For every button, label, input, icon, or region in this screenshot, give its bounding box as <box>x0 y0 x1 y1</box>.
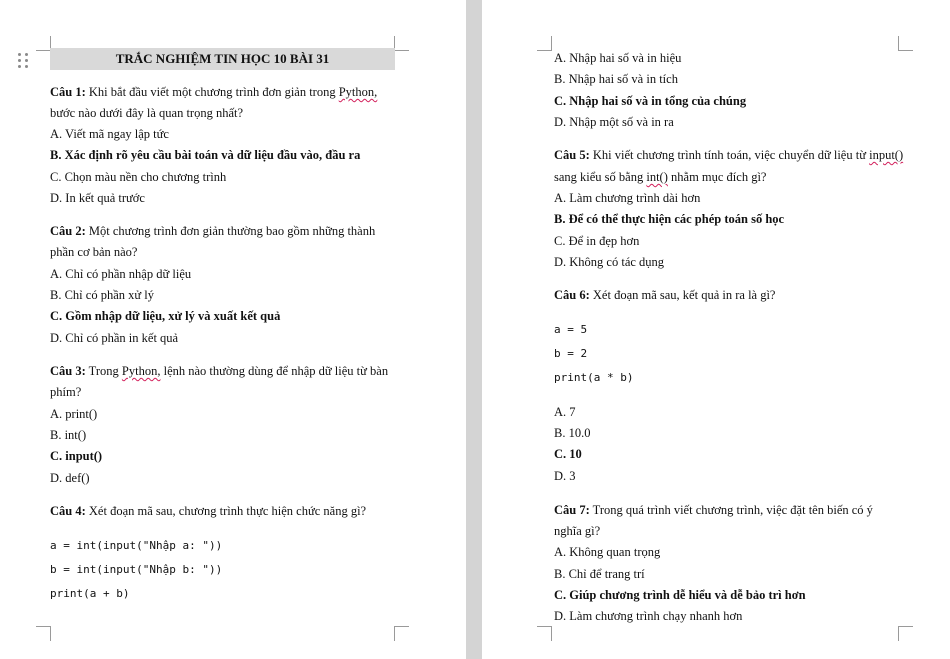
q3-line2: phím? <box>50 385 82 399</box>
q7-option-b: B. Chỉ để trang trí <box>554 567 645 581</box>
q5-line2 <box>554 169 766 185</box>
q5-option-b-correct: B. Để có thể thực hiện các phép toán số học <box>554 212 785 226</box>
q6-line1 <box>554 287 775 303</box>
q6-text: Xét đoạn mã sau, kết quả in ra là gì? <box>589 288 776 302</box>
q3-option-b: B. int() <box>50 428 87 442</box>
q3-line1 <box>50 363 388 379</box>
q4-text: Xét đoạn mã sau, chương trình thực hiện chức năng gì? <box>85 504 367 518</box>
document-title: TRẮC NGHIỆM TIN HỌC 10 BÀI 31 <box>50 48 395 70</box>
page-gap <box>466 0 482 659</box>
q4-option-b: B. Nhập hai số và in tích <box>554 72 678 86</box>
q7-option-d: D. Làm chương trình chạy nhanh hơn <box>554 609 743 623</box>
q1-option-a: A. Viết mã ngay lập tức <box>50 127 169 141</box>
crop-mark-bottom-left <box>36 626 51 641</box>
q2-line2: phần cơ bản nào? <box>50 245 138 259</box>
q3-option-c-correct: C. input() <box>50 449 103 463</box>
crop-mark-top-right <box>898 36 913 51</box>
q1-line1 <box>50 84 377 100</box>
q1-option-b-correct: B. Xác định rõ yêu cầu bài toán và dữ liệu đầu vào, đầu ra <box>50 148 361 162</box>
q2-text: Một chương trình đơn giản thường bao gồm những thành <box>85 224 376 238</box>
crop-mark-top-left <box>36 36 51 51</box>
q4-code-line-1: a = int(input("Nhập a: ")) <box>50 539 223 552</box>
q4-option-a: A. Nhập hai số và in hiệu <box>554 51 682 65</box>
q7-line1 <box>554 502 873 518</box>
q6-code-line-3: print(a * b) <box>554 371 634 384</box>
q4-code-line-2: b = int(input("Nhập b: ")) <box>50 563 223 576</box>
crop-mark-bottom-right <box>898 626 913 641</box>
q5-option-c: C. Để in đẹp hơn <box>554 234 640 248</box>
q3-option-d: D. def() <box>50 471 90 485</box>
q5-spellcheck-word-int[interactable]: int() <box>646 170 668 184</box>
q1-option-d: D. In kết quả trước <box>50 191 145 205</box>
q7-option-a: A. Không quan trọng <box>554 545 661 559</box>
q1-line2: bước nào dưới đây là quan trọng nhất? <box>50 106 244 120</box>
document-page-left[interactable] <box>0 0 466 659</box>
drag-handle-icon[interactable] <box>16 52 30 68</box>
q2-number: Câu 2: <box>50 224 86 238</box>
q1-spellcheck-word[interactable]: Python, <box>338 85 378 99</box>
document-page-right[interactable] <box>482 0 950 659</box>
q2-option-a: A. Chỉ có phần nhập dữ liệu <box>50 267 192 281</box>
q5-text2-pre: sang kiểu số bằng <box>554 170 647 184</box>
q7-line2: nghĩa gì? <box>554 524 601 538</box>
q3-number: Câu 3: <box>50 364 86 378</box>
q6-option-d: D. 3 <box>554 469 576 483</box>
q5-text2-post: nhằm mục đích gì? <box>667 170 767 184</box>
q4-option-d: D. Nhập một số và in ra <box>554 115 674 129</box>
q4-option-c-correct: C. Nhập hai số và in tổng của chúng <box>554 94 747 108</box>
crop-mark-top-right <box>394 36 409 51</box>
q2-line1 <box>50 223 375 239</box>
q7-text: Trong quá trình viết chương trình, việc đặt tên biến có ý <box>589 503 873 517</box>
q6-option-c-correct: C. 10 <box>554 447 582 461</box>
q6-code-line-1: a = 5 <box>554 323 588 336</box>
q5-text-pre: Khi viết chương trình tính toán, việc chuyển dữ liệu từ <box>589 148 870 162</box>
q5-option-a: A. Làm chương trình dài hơn <box>554 191 701 205</box>
q1-option-c: C. Chọn màu nền cho chương trình <box>50 170 227 184</box>
q4-code-line-3: print(a + b) <box>50 587 130 600</box>
q4-number: Câu 4: <box>50 504 86 518</box>
q6-code-line-2: b = 2 <box>554 347 588 360</box>
q2-option-c-correct: C. Gồm nhập dữ liệu, xử lý và xuất kết quả <box>50 309 281 323</box>
q6-option-a: A. 7 <box>554 405 576 419</box>
q6-option-b: B. 10.0 <box>554 426 591 440</box>
q5-line1 <box>554 147 903 163</box>
q2-option-b: B. Chỉ có phần xử lý <box>50 288 154 302</box>
q5-option-d: D. Không có tác dụng <box>554 255 665 269</box>
crop-mark-top-left <box>537 36 552 51</box>
q3-text-pre: Trong <box>85 364 122 378</box>
q5-spellcheck-word-input[interactable]: input() <box>869 148 904 162</box>
q1-number: Câu 1: <box>50 85 86 99</box>
q7-option-c-correct: C. Giúp chương trình dễ hiểu và dễ bảo trì hơn <box>554 588 806 602</box>
q1-text: Khi bắt đầu viết một chương trình đơn giản trong <box>85 85 339 99</box>
q5-number: Câu 5: <box>554 148 590 162</box>
q3-option-a: A. print() <box>50 407 98 421</box>
crop-mark-bottom-left <box>537 626 552 641</box>
q7-number: Câu 7: <box>554 503 590 517</box>
q2-option-d: D. Chỉ có phần in kết quả <box>50 331 179 345</box>
q4-line1 <box>50 503 366 519</box>
q3-spellcheck-word[interactable]: Python, <box>121 364 161 378</box>
q3-text-post: lệnh nào thường dùng để nhập dữ liệu từ bàn <box>160 364 389 378</box>
crop-mark-bottom-right <box>394 626 409 641</box>
q6-number: Câu 6: <box>554 288 590 302</box>
